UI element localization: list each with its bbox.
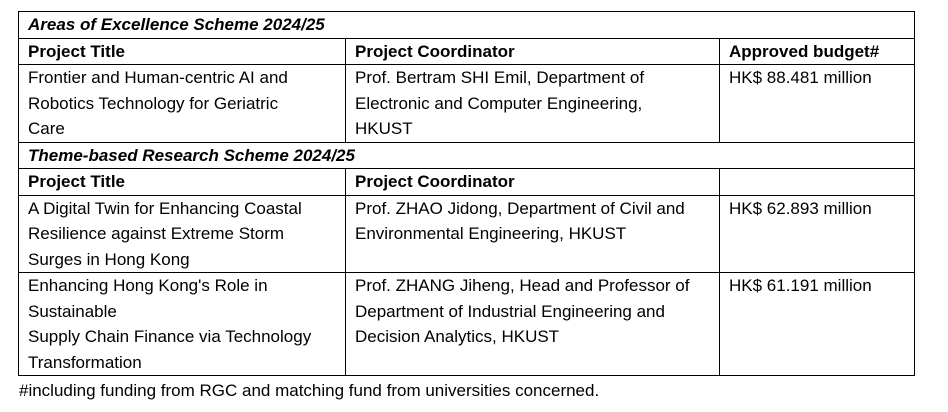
text-line: Prof. Bertram SHI Emil, Department of (355, 68, 645, 87)
trs-heading: Theme-based Research Scheme 2024/25 (19, 142, 915, 169)
text-line: HKUST (355, 119, 413, 138)
approved-budget: HK$ 62.893 million (720, 195, 915, 273)
text-line: Environmental Engineering, HKUST (355, 224, 627, 243)
text-line: Transformation (28, 352, 142, 372)
aoe-header-row (19, 38, 915, 65)
text-line: Sustainable (28, 301, 117, 321)
project-title (19, 273, 346, 376)
text-line: Surges in Hong Kong (28, 249, 190, 269)
project-coordinator (346, 273, 720, 376)
project-coordinator (346, 65, 720, 143)
text-line: Resilience against Extreme Storm (28, 224, 285, 243)
aoe-col-budget: Approved budget# (720, 38, 915, 65)
text-line: Care (28, 119, 65, 138)
project-coordinator (346, 195, 720, 273)
aoe-col-coordinator: Project Coordinator (346, 38, 720, 65)
table-row (19, 195, 915, 273)
text-line: Frontier and Human-centric AI and (28, 68, 288, 87)
table-row (19, 273, 915, 376)
text-line: Robotics Technology for Geriatric (28, 93, 279, 113)
approved-budget: HK$ 61.191 million (720, 273, 915, 376)
approved-budget: HK$ 88.481 million (720, 65, 915, 143)
trs-col-budget (720, 169, 915, 196)
aoe-heading: Areas of Excellence Scheme 2024/25 (19, 12, 915, 39)
project-title (19, 195, 346, 273)
text-line: Enhancing Hong Kong's Role in (28, 276, 268, 295)
trs-header-row (19, 169, 915, 196)
text-line: Prof. ZHAO Jidong, Department of Civil and (355, 198, 685, 218)
funding-table-container (18, 11, 915, 376)
aoe-section-row (19, 12, 915, 39)
table-row (19, 65, 915, 143)
text-line: A Digital Twin for Enhancing Coastal (28, 198, 302, 218)
funding-table (18, 11, 915, 376)
text-line: Electronic and Computer Engineering, (355, 93, 643, 113)
text-line: Department of Industrial Engineering and (355, 301, 665, 321)
footnote: #including funding from RGC and matching fund from universities concerned. (19, 381, 600, 400)
trs-col-title: Project Title (19, 169, 346, 196)
aoe-col-title: Project Title (19, 38, 346, 65)
project-title (19, 65, 346, 143)
text-line: Decision Analytics, HKUST (355, 327, 560, 346)
trs-col-coordinator: Project Coordinator (346, 169, 720, 196)
trs-section-row (19, 142, 915, 169)
text-line: Prof. ZHANG Jiheng, Head and Professor of (355, 276, 690, 295)
text-line: Supply Chain Finance via Technology (28, 327, 312, 346)
